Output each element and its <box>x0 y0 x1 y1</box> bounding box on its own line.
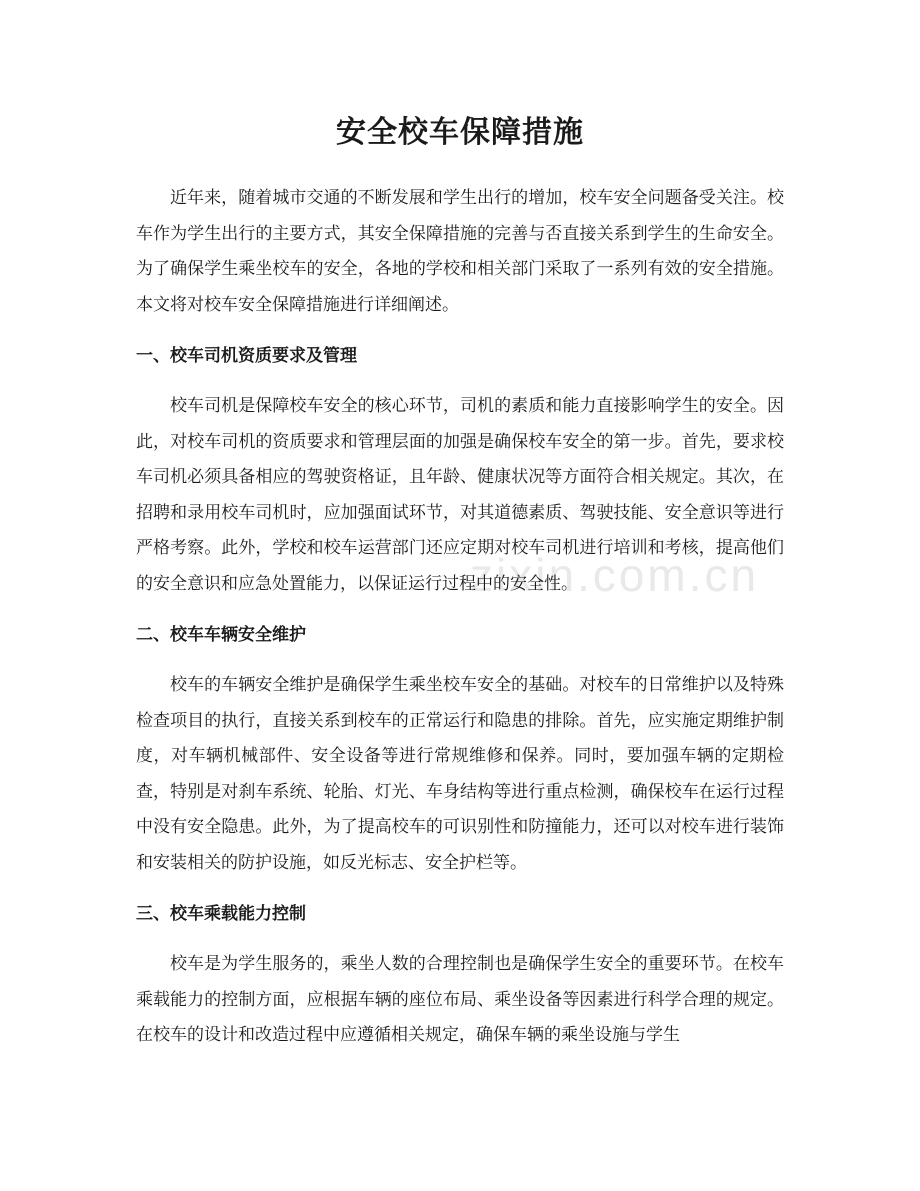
section-body-vehicle: 校车的车辆安全维护是确保学生乘坐校车安全的基础。对校车的日常维护以及特殊检查项目的执行，直接关系到校车的正常运行和隐患的排除。首先，应实施定期维护制度，对车辆机械部件、安全设备等进行常规维修和保养。同时，要加强车辆的定期检查，特别是对刹车系统、轮胎、灯光、车身结构等进行重点检测，确保校车在运行过程中没有安全隐患。此外，为了提高校车的可识别性和防撞能力，还可以对校车进行装饰和安装相关的防护设施，如反光标志、安全护栏等。 <box>136 675 784 873</box>
section-body-driver: 校车司机是保障校车安全的核心环节，司机的素质和能力直接影响学生的安全。因此，对校车司机的资质要求和管理层面的加强是确保校车安全的第一步。首先，要求校车司机必须具备相应的驾驶资格证，且年龄、健康状况等方面符合相关规定。其次，在招聘和录用校车司机时，应加强面试环节，对其道德素质、驾驶技能、安全意识等进行严格考察。此外，学校和校车运营部门还应定期对校车司机进行培训和考核，提高他们的安全意识和应急处置能力，以保证运行过程中的安全性。 <box>136 396 784 594</box>
section-body-capacity: 校车是为学生服务的，乘坐人数的合理控制也是确保学生安全的重要环节。在校车乘载能力的控制方面，应根据车辆的座位布局、乘坐设备等因素进行科学合理的规定。在校车的设计和改造过程中应遵循相关规定，确保车辆的乘坐设施与学生 <box>136 954 784 1045</box>
section-heading-vehicle: 二、校车车辆安全维护 <box>136 625 306 645</box>
section-heading-capacity: 三、校车乘载能力控制 <box>136 904 306 924</box>
watermark-text: zixin.com.cn <box>470 549 760 601</box>
document-title: 安全校车保障措施 <box>336 115 584 150</box>
intro-paragraph: 近年来，随着城市交通的不断发展和学生出行的增加，校车安全问题备受关注。校车作为学生出行的主要方式，其安全保障措施的完善与否直接关系到学生的生命安全。为了确保学生乘坐校车的安全，各地的学校和相关部门采取了一系列有效的安全措施。本文将对校车安全保障措施进行详细阐述。 <box>136 188 784 315</box>
document-content <box>136 108 784 1054</box>
section-heading-driver: 一、校车司机资质要求及管理 <box>136 346 357 366</box>
